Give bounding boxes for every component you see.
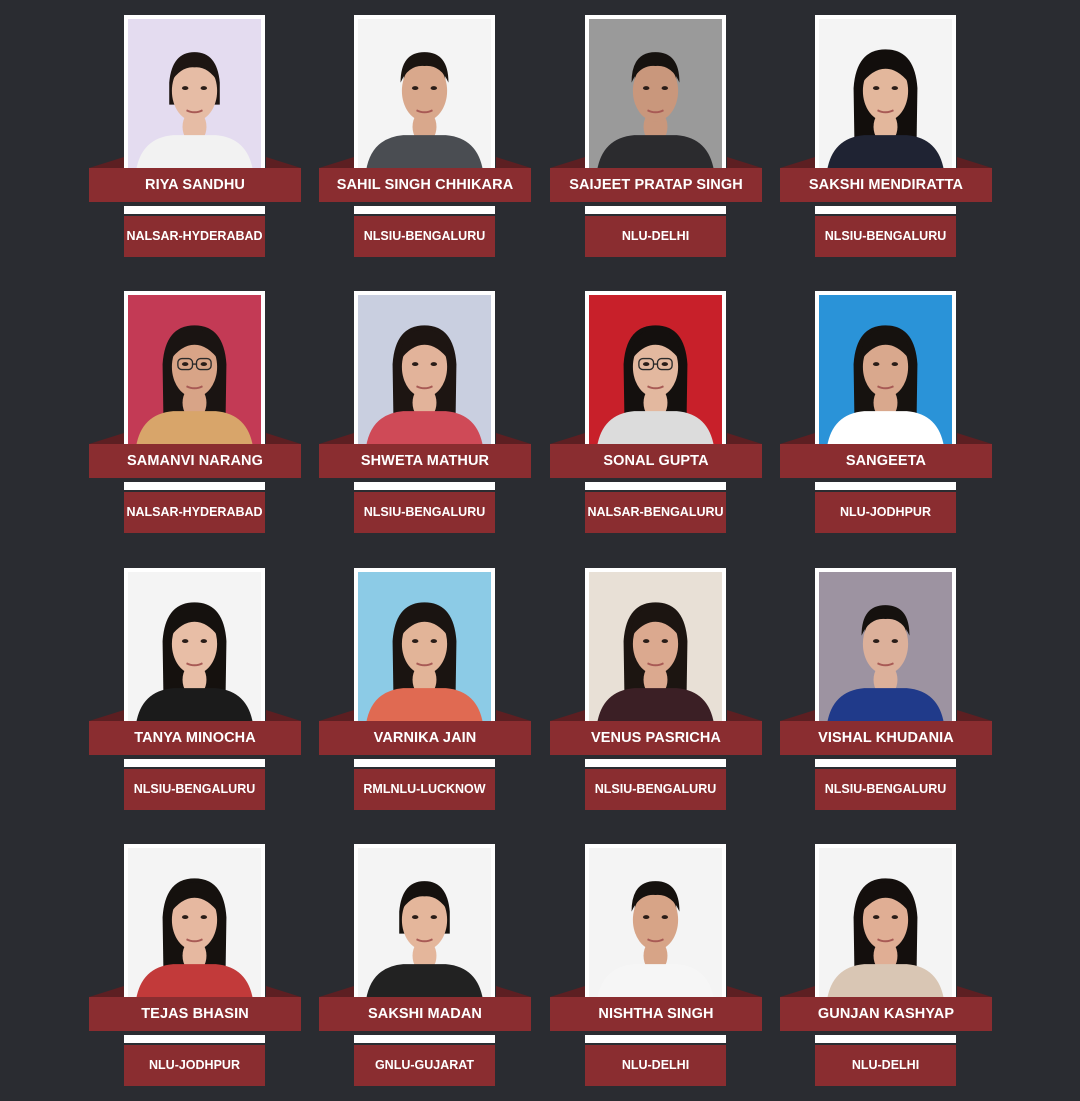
photo-frame	[585, 15, 726, 171]
student-name: TANYA MINOCHA	[89, 721, 301, 755]
student-card	[319, 844, 531, 1086]
college-name: NLSIU-BENGALURU	[354, 492, 495, 533]
photo-frame	[815, 568, 956, 724]
student-card	[780, 291, 992, 533]
student-photo	[589, 572, 722, 724]
student-card	[550, 15, 762, 257]
ribbon-fold-left	[780, 986, 815, 997]
ribbon-fold-left	[89, 986, 124, 997]
ribbon-fold-right	[957, 433, 992, 444]
student-name: VISHAL KHUDANIA	[780, 721, 992, 755]
student-photo	[358, 19, 491, 171]
ribbon-fold-right	[266, 986, 301, 997]
divider-strip	[124, 759, 265, 767]
portrait-image	[358, 295, 491, 447]
student-card	[319, 15, 531, 257]
student-photo	[128, 572, 261, 724]
portrait-image	[358, 19, 491, 171]
student-name: NISHTHA SINGH	[550, 997, 762, 1031]
student-photo	[358, 572, 491, 724]
college-name: NLSIU-BENGALURU	[815, 216, 956, 257]
college-name: NLSIU-BENGALURU	[124, 769, 265, 810]
student-name: TEJAS BHASIN	[89, 997, 301, 1031]
divider-strip	[585, 759, 726, 767]
student-photo	[819, 19, 952, 171]
ribbon-fold-left	[319, 157, 354, 168]
divider-strip	[815, 482, 956, 490]
student-card	[89, 291, 301, 533]
college-name: NLSIU-BENGALURU	[585, 769, 726, 810]
college-name: NLU-JODHPUR	[124, 1045, 265, 1086]
photo-frame	[354, 15, 495, 171]
portrait-image	[819, 19, 952, 171]
student-name: RIYA SANDHU	[89, 168, 301, 202]
photo-frame	[354, 291, 495, 447]
student-photo	[358, 295, 491, 447]
student-card	[780, 15, 992, 257]
ribbon-fold-left	[89, 433, 124, 444]
photo-frame	[124, 291, 265, 447]
divider-strip	[815, 206, 956, 214]
divider-strip	[815, 759, 956, 767]
photo-frame	[354, 844, 495, 1000]
student-photo	[589, 848, 722, 1000]
college-name: NLU-JODHPUR	[815, 492, 956, 533]
college-name: NLSIU-BENGALURU	[815, 769, 956, 810]
student-card	[550, 291, 762, 533]
ribbon-fold-right	[496, 433, 531, 444]
student-photo	[128, 295, 261, 447]
portrait-image	[819, 295, 952, 447]
photo-frame	[124, 844, 265, 1000]
student-name: SAKSHI MADAN	[319, 997, 531, 1031]
divider-strip	[585, 482, 726, 490]
college-name: NALSAR-BENGALURU	[585, 492, 726, 533]
photo-frame	[585, 844, 726, 1000]
portrait-image	[589, 19, 722, 171]
portrait-image	[589, 295, 722, 447]
photo-frame	[815, 15, 956, 171]
photo-frame	[354, 568, 495, 724]
ribbon-fold-right	[266, 710, 301, 721]
portrait-image	[128, 572, 261, 724]
ribbon-fold-left	[319, 986, 354, 997]
student-card	[780, 568, 992, 810]
divider-strip	[354, 1035, 495, 1043]
photo-frame	[815, 844, 956, 1000]
ribbon-fold-right	[727, 433, 762, 444]
photo-frame	[124, 568, 265, 724]
portrait-image	[589, 848, 722, 1000]
student-card	[319, 568, 531, 810]
ribbon-fold-left	[89, 157, 124, 168]
photo-frame	[815, 291, 956, 447]
college-name: NALSAR-HYDERABAD	[124, 216, 265, 257]
student-photo	[589, 19, 722, 171]
ribbon-fold-right	[957, 157, 992, 168]
divider-strip	[124, 1035, 265, 1043]
ribbon-fold-left	[89, 710, 124, 721]
ribbon-fold-right	[496, 986, 531, 997]
student-card	[319, 291, 531, 533]
ribbon-fold-right	[266, 433, 301, 444]
divider-strip	[354, 759, 495, 767]
student-name: SAMANVI NARANG	[89, 444, 301, 478]
portrait-image	[128, 848, 261, 1000]
portrait-image	[128, 19, 261, 171]
portrait-image	[358, 572, 491, 724]
ribbon-fold-right	[957, 986, 992, 997]
portrait-image	[589, 572, 722, 724]
college-name: NLU-DELHI	[585, 216, 726, 257]
college-name: NALSAR-HYDERABAD	[124, 492, 265, 533]
student-name: SAHIL SINGH CHHIKARA	[319, 168, 531, 202]
ribbon-fold-right	[727, 986, 762, 997]
student-name: SAIJEET PRATAP SINGH	[550, 168, 762, 202]
college-name: NLSIU-BENGALURU	[354, 216, 495, 257]
student-card	[550, 568, 762, 810]
ribbon-fold-right	[957, 710, 992, 721]
college-name: NLU-DELHI	[585, 1045, 726, 1086]
student-name: SHWETA MATHUR	[319, 444, 531, 478]
portrait-image	[128, 295, 261, 447]
student-card	[89, 844, 301, 1086]
ribbon-fold-right	[266, 157, 301, 168]
ribbon-fold-right	[727, 157, 762, 168]
student-name: VENUS PASRICHA	[550, 721, 762, 755]
divider-strip	[585, 1035, 726, 1043]
photo-frame	[585, 568, 726, 724]
student-photo	[128, 848, 261, 1000]
student-photo	[358, 848, 491, 1000]
college-name: NLU-DELHI	[815, 1045, 956, 1086]
ribbon-fold-left	[550, 710, 585, 721]
divider-strip	[354, 482, 495, 490]
divider-strip	[354, 206, 495, 214]
portrait-image	[819, 848, 952, 1000]
student-photo	[589, 295, 722, 447]
divider-strip	[124, 206, 265, 214]
ribbon-fold-left	[780, 710, 815, 721]
ribbon-fold-right	[727, 710, 762, 721]
student-name: SANGEETA	[780, 444, 992, 478]
ribbon-fold-left	[780, 157, 815, 168]
ribbon-fold-left	[550, 986, 585, 997]
college-name: RMLNLU-LUCKNOW	[354, 769, 495, 810]
ribbon-fold-left	[319, 433, 354, 444]
student-photo	[819, 295, 952, 447]
ribbon-fold-right	[496, 710, 531, 721]
portrait-image	[358, 848, 491, 1000]
photo-frame	[124, 15, 265, 171]
student-card	[780, 844, 992, 1086]
ribbon-fold-left	[780, 433, 815, 444]
ribbon-fold-left	[550, 157, 585, 168]
student-name: SAKSHI MENDIRATTA	[780, 168, 992, 202]
portrait-image	[819, 572, 952, 724]
student-photo	[128, 19, 261, 171]
student-card	[550, 844, 762, 1086]
student-photo	[819, 572, 952, 724]
student-photo	[819, 848, 952, 1000]
ribbon-fold-left	[319, 710, 354, 721]
student-name: VARNIKA JAIN	[319, 721, 531, 755]
ribbon-fold-left	[550, 433, 585, 444]
student-card	[89, 15, 301, 257]
student-card	[89, 568, 301, 810]
student-name: SONAL GUPTA	[550, 444, 762, 478]
divider-strip	[585, 206, 726, 214]
divider-strip	[124, 482, 265, 490]
student-name: GUNJAN KASHYAP	[780, 997, 992, 1031]
photo-frame	[585, 291, 726, 447]
divider-strip	[815, 1035, 956, 1043]
college-name: GNLU-GUJARAT	[354, 1045, 495, 1086]
ribbon-fold-right	[496, 157, 531, 168]
